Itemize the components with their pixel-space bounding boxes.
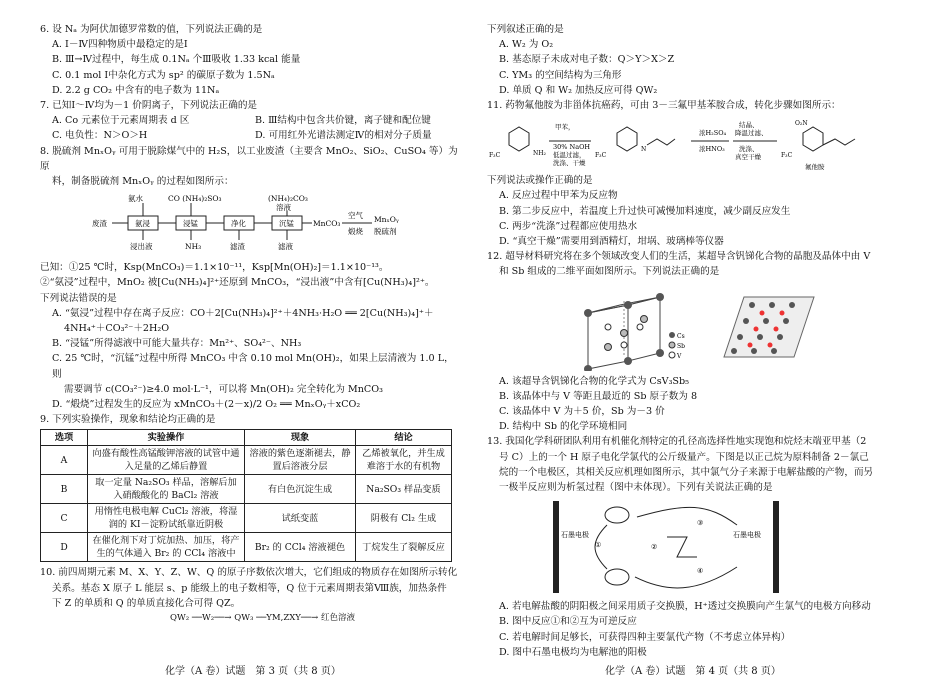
sb-atom bbox=[641, 315, 648, 322]
drug-label: 氟他胺 bbox=[805, 163, 825, 172]
q11-stem: 11. 药物氟他胺为非甾体抗癌药，可由 3－三氟甲基苯胺合成，转化步骤如图所示： bbox=[487, 100, 841, 112]
legend-sb: Sb bbox=[677, 342, 685, 350]
q10-line-2: 关系。基态 X 原子 L 能层 s、p 能级上的电子数相等，Q 位于元素周期表第Ⅷ族，加热条件 bbox=[52, 582, 447, 594]
legend-cs: Cs bbox=[677, 332, 685, 340]
flow-final-2: 脱硫剂 bbox=[374, 227, 397, 237]
table-cell: 试纸变蓝 bbox=[245, 504, 356, 533]
table-cell: 乙烯被氧化，并生成难溶于水的有机物 bbox=[356, 446, 452, 475]
q10-option-c: C. YM₃ 的空间结构为三角形 bbox=[499, 69, 622, 81]
flow-reagent-2: CO (NH₄)₂SO₃ bbox=[168, 194, 222, 204]
q13-line-2: 号 C）上的一个 H 原子电化学氯代的公斤级量产。下图是以正己烷为原料制备 2－氯己 bbox=[499, 451, 869, 463]
q10-option-d: D. 单质 Q 和 W₂ 加热反应可得 QW₂ bbox=[499, 84, 658, 96]
sb-atom bbox=[605, 343, 612, 350]
flow-calcine: 煅烧 bbox=[348, 227, 363, 237]
q12-line-1: 12. 超导材料研究将在多个领域改变人们的生活，某超导含钒锑化合物的晶胞及晶体中由 V bbox=[487, 251, 871, 263]
table-cell: 有白色沉淀生成 bbox=[245, 475, 356, 504]
q8-option-d: D. “煅烧”过程发生的反应为 xMnCO₃＋(2－x)/2 O₂ ══ MnₓOᵧ＋xCO₂ bbox=[52, 399, 361, 411]
step-2: ② bbox=[651, 543, 658, 552]
table-row bbox=[41, 446, 452, 475]
q13-line-4: 一极半反应则为析氢过程（图中未体现）。下列有关说法正确的是 bbox=[499, 482, 773, 494]
flow-step-3: 净化 bbox=[231, 219, 246, 229]
flow-out-2: NH₃ bbox=[185, 242, 202, 252]
q13-option-c: C. 若电解时间足够长，可获得四种主要氯代产物（不考虑立体异构） bbox=[499, 631, 791, 643]
right-column bbox=[487, 22, 905, 660]
r2: 浓H₂SO₄ bbox=[699, 129, 727, 138]
table-cell: 在催化剂下对丁烷加热、加压，将产生的气体通入 Br₂ 的 CCl₄ 溶液中 bbox=[88, 533, 245, 562]
table-cell: 阴极有 Cl₂ 生成 bbox=[356, 504, 452, 533]
benzene-ring-1 bbox=[509, 127, 529, 151]
2d-plane-figure bbox=[714, 283, 824, 371]
r3: 结晶、 bbox=[739, 121, 759, 130]
flow-step-4: 沉锰 bbox=[279, 219, 294, 229]
cs-atom bbox=[584, 365, 592, 371]
q13-mechanism-figure bbox=[547, 497, 905, 597]
flow-final: MnₓOᵧ bbox=[374, 215, 399, 225]
q10-ask: 下列叙述正确的是 bbox=[487, 24, 564, 35]
svg-text:O₂N: O₂N bbox=[795, 120, 808, 128]
r1b: 30% NaOH bbox=[553, 143, 591, 152]
sb-atom bbox=[621, 329, 628, 336]
electrode-right-label: 石墨电极 bbox=[733, 531, 761, 540]
svg-text:N: N bbox=[641, 146, 647, 154]
r1: 甲苯， bbox=[555, 123, 575, 132]
left-column bbox=[40, 22, 458, 626]
v-atom bbox=[621, 342, 627, 348]
q8-ask: 下列说法错误的是 bbox=[40, 292, 117, 304]
q12-option-c: C. 该晶体中 V 为＋5 价，Sb 为－3 价 bbox=[499, 406, 665, 418]
q12-option-b: B. 该晶体中与 V 等距且最近的 Sb 原子数为 8 bbox=[499, 390, 698, 402]
q11-option-b: B. 第二步反应中，若温度上升过快可减慢加料速度，减少副反应发生 bbox=[499, 205, 791, 217]
table-cell: Na₂SO₃ 样品变质 bbox=[356, 475, 452, 504]
step-4: ④ bbox=[697, 567, 704, 576]
table-row bbox=[41, 475, 452, 504]
r3c: 洗涤、 bbox=[739, 145, 759, 154]
flow-out-4: 滤液 bbox=[278, 242, 293, 252]
q8-option-c-2: 需要调节 c(CO₃²⁻)≥4.0 mol·L⁻¹，可以将 Mn(OH)₂ 完全转化为 MnCO₃ bbox=[64, 383, 383, 395]
q13-option-a: A. 若电解盐酸的阴阳极之间采用质子交换膜，H⁺透过交换膜向产生氯气的电极方向移动 bbox=[499, 601, 871, 613]
table-cell: 溶液的紫色逐渐褪去，静置后溶液分层 bbox=[245, 446, 356, 475]
cs-atom bbox=[656, 349, 664, 357]
q8-process-flow bbox=[90, 192, 458, 256]
table-cell: 用惰性电极电解 CuCl₂ 溶液，将湿润的 KI－淀粉试纸靠近阴极 bbox=[88, 504, 245, 533]
legend-v: V bbox=[677, 352, 682, 360]
table-cell: Br₂ 的 CCl₄ 溶液褪色 bbox=[245, 533, 356, 562]
q7-option-d: D. 可用红外光谱法测定Ⅳ的相对分子质量 bbox=[255, 130, 432, 142]
q10-scheme: QW₂ ──W₂──→ QW₃ ──YM,ZXY──→ 红色溶液 bbox=[170, 613, 355, 624]
q8-option-c-1: C. 25 ℃时，“沉锰”过程中所得 MnCO₃ 中含 0.10 mol Mn(OH)₂，如果上层清液为 1.0 L，则 bbox=[52, 353, 454, 380]
table-cell: C bbox=[41, 504, 88, 533]
flow-reagent-3: (NH₄)₂CO₃ bbox=[268, 194, 308, 204]
q8-stem-1: 8. 脱硫剂 MnₓOᵧ 可用于脱除煤气中的 H₂S，以工业废渣（主要含 MnO₂、SiO₂、CuSO₄ 等）为原 bbox=[40, 145, 458, 172]
flow-product: MnCO₃ bbox=[313, 219, 341, 229]
benzene-ring-3 bbox=[803, 127, 823, 151]
flow-reagent-1: 氨水 bbox=[128, 194, 143, 204]
q12-structure-figures bbox=[487, 283, 905, 371]
q10-line-1: 10. 前四周期元素 M、X、Y、Z、W、Q 的原子序数依次增大，它们组成的物质存在如图所示转化 bbox=[40, 567, 458, 579]
q8-option-b: B. “浸锰”所得滤液中可能大量共存：Mn²⁺、SO₄²⁻、NH₃ bbox=[52, 338, 302, 350]
q6-stem: 6. 设 Nₐ 为阿伏加德罗常数的值，下列说法正确的是 bbox=[40, 24, 263, 35]
flow-step-2: 浸锰 bbox=[183, 219, 198, 229]
q7-options-cd bbox=[52, 128, 458, 143]
r1d: 洗涤、干燥 bbox=[553, 159, 586, 168]
q7-options-ab bbox=[52, 113, 458, 128]
table-cell: 取一定量 Na₂SO₃ 样品，溶解后加入硝酸酸化的 BaCl₂ 溶液 bbox=[88, 475, 245, 504]
q8-option-a-2: 4NH₄⁺＋CO₃²⁻＋2H₂O bbox=[64, 323, 170, 335]
q11-ask: 下列说法或操作正确的是 bbox=[487, 175, 593, 187]
table-cell: 丁烷发生了裂解反应 bbox=[356, 533, 452, 562]
q7-option-a: A. Co 元素位于元素周期表 d 区 bbox=[52, 115, 190, 127]
q7-stem: 7. 已知Ⅰ～Ⅳ均为－1 价阴离子，下列说法正确的是 bbox=[40, 100, 258, 112]
step-3: ③ bbox=[697, 519, 704, 528]
q9-table bbox=[40, 429, 452, 562]
svg-text:F₃C: F₃C bbox=[595, 152, 607, 160]
q13-line-3: 烷的一个电极区，其相关反应机理如图所示，其中氯气分子来源于电解盐酸的产物，而另 bbox=[499, 466, 874, 478]
benzene-ring-2 bbox=[617, 127, 637, 151]
table-cell: B bbox=[41, 475, 88, 504]
flow-out-3: 滤渣 bbox=[230, 242, 245, 252]
q7-option-c: C. 电负性：N＞O＞H bbox=[52, 130, 148, 142]
table-cell: A bbox=[41, 446, 88, 475]
q9-header-phenomenon: 现象 bbox=[245, 430, 356, 446]
electrode-left bbox=[553, 501, 559, 593]
flow-out-1: 浸出液 bbox=[130, 242, 153, 252]
q12-option-a: A. 该超导含钒锑化合物的化学式为 CsV₃Sb₅ bbox=[499, 375, 689, 387]
r3b: 降温过滤、 bbox=[735, 129, 768, 138]
q8-option-a-1: A. “氨浸”过程中存在离子反应：CO＋2[Cu(NH₃)₄]²⁺＋4NH₃·H₂O ══ 2[Cu(NH₃)₄]⁺＋ bbox=[52, 307, 434, 319]
table-row bbox=[41, 504, 452, 533]
electrode-left-label: 石墨电极 bbox=[561, 531, 589, 540]
svg-text:F₃C: F₃C bbox=[781, 152, 793, 160]
right-footer: 化学（A 卷）试题 第 4 页（共 8 页） bbox=[605, 666, 781, 677]
q6-option-b: B. Ⅲ→Ⅳ过程中，每生成 0.1Nₐ 个Ⅲ吸收 1.33 kcal 能量 bbox=[52, 54, 301, 66]
q9-header-operation: 实验操作 bbox=[88, 430, 245, 446]
q11-synthesis-scheme bbox=[487, 115, 905, 171]
q10-option-a: A. W₂ 为 O₂ bbox=[499, 39, 554, 51]
svg-text:F₃C: F₃C bbox=[489, 152, 501, 160]
q11-option-c: C. 两步“洗涤”过程都应使用热水 bbox=[499, 220, 638, 232]
r2b: 浓HNO₃ bbox=[699, 145, 725, 154]
flow-reagent-4: 溶液 bbox=[276, 203, 291, 213]
q13-line-1: 13. 我国化学科研团队利用有机催化剂特定的孔径高选择性地实现饱和烷烃末端亚甲基（2 bbox=[487, 436, 867, 448]
step-1: ① bbox=[595, 541, 602, 550]
q9-header-option: 选项 bbox=[41, 430, 88, 446]
q13-option-b: B. 图中反应①和②互为可逆反应 bbox=[499, 616, 637, 628]
flow-waste: 废渣 bbox=[92, 219, 107, 229]
q13-option-d: D. 图中石墨电极均为电解池的阳极 bbox=[499, 646, 647, 658]
v-atom bbox=[605, 324, 611, 330]
q10-line-3: 下 Z 的单质和 Q 的单质直接化合可得 QZ。 bbox=[52, 597, 241, 609]
flow-step-1: 氨浸 bbox=[135, 219, 150, 229]
q11-option-d: D. “真空干燥”需要用到酒精灯，坩埚、玻璃棒等仪器 bbox=[499, 236, 724, 248]
v-atom bbox=[637, 324, 643, 330]
q6-option-c: C. 0.1 mol Ⅰ中杂化方式为 sp² 的碳原子数为 1.5Nₐ bbox=[52, 69, 275, 81]
table-cell: 向盛有酸性高锰酸钾溶液的试管中通入足量的乙烯后静置 bbox=[88, 446, 245, 475]
r3d: 真空干燥 bbox=[735, 153, 761, 162]
q11-option-a: A. 反应过程中甲苯为反应物 bbox=[499, 190, 618, 202]
q8-known-1: 已知：①25 ℃时，Ksp(MnCO₃)＝1.1×10⁻¹¹，Ksp[Mn(OH)₂]＝1.1×10⁻¹³。 bbox=[40, 262, 389, 274]
q9-stem: 9. 下列实验操作，现象和结论均正确的是 bbox=[40, 414, 216, 426]
r1c: 低温过滤， bbox=[553, 151, 586, 160]
q6-option-d: D. 2.2 g CO₂ 中含有的电子数为 11Nₐ bbox=[52, 84, 220, 96]
q12-line-2: 和 Sb 组成的二维平面如图所示。下列说法正确的是 bbox=[499, 266, 720, 278]
table-row bbox=[41, 533, 452, 562]
cs-atom bbox=[584, 309, 592, 317]
cs-atom bbox=[624, 357, 632, 365]
unit-cell-figure bbox=[568, 283, 688, 371]
flow-air: 空气 bbox=[348, 211, 363, 221]
q6-option-a: A. Ⅰ－Ⅳ四种物质中最稳定的是Ⅰ bbox=[52, 39, 188, 51]
table-cell: D bbox=[41, 533, 88, 562]
cs-atom bbox=[624, 301, 632, 309]
svg-text:NH₂: NH₂ bbox=[533, 150, 546, 158]
left-footer: 化学（A 卷）试题 第 3 页（共 8 页） bbox=[165, 666, 341, 677]
q8-stem-2: 料，制备脱硫剂 MnₓOᵧ 的过程如图所示： bbox=[52, 176, 234, 188]
q12-option-d: D. 结构中 Sb 的化学环境相同 bbox=[499, 421, 628, 433]
q8-known-2: ②“氨浸”过程中，MnO₂ 被[Cu(NH₃)₄]²⁺还原到 MnCO₃，“浸出液”中含有[Cu(NH₃)₄]²⁺。 bbox=[40, 277, 435, 289]
q9-header-conclusion: 结论 bbox=[356, 430, 452, 446]
electrode-right bbox=[773, 501, 779, 593]
cs-atom bbox=[656, 293, 664, 301]
q10-option-b: B. 基态原子未成对电子数：Q＞Y＞X＞Z bbox=[499, 54, 675, 66]
q7-option-b: B. Ⅲ结构中包含共价键，离子键和配位键 bbox=[255, 115, 431, 127]
